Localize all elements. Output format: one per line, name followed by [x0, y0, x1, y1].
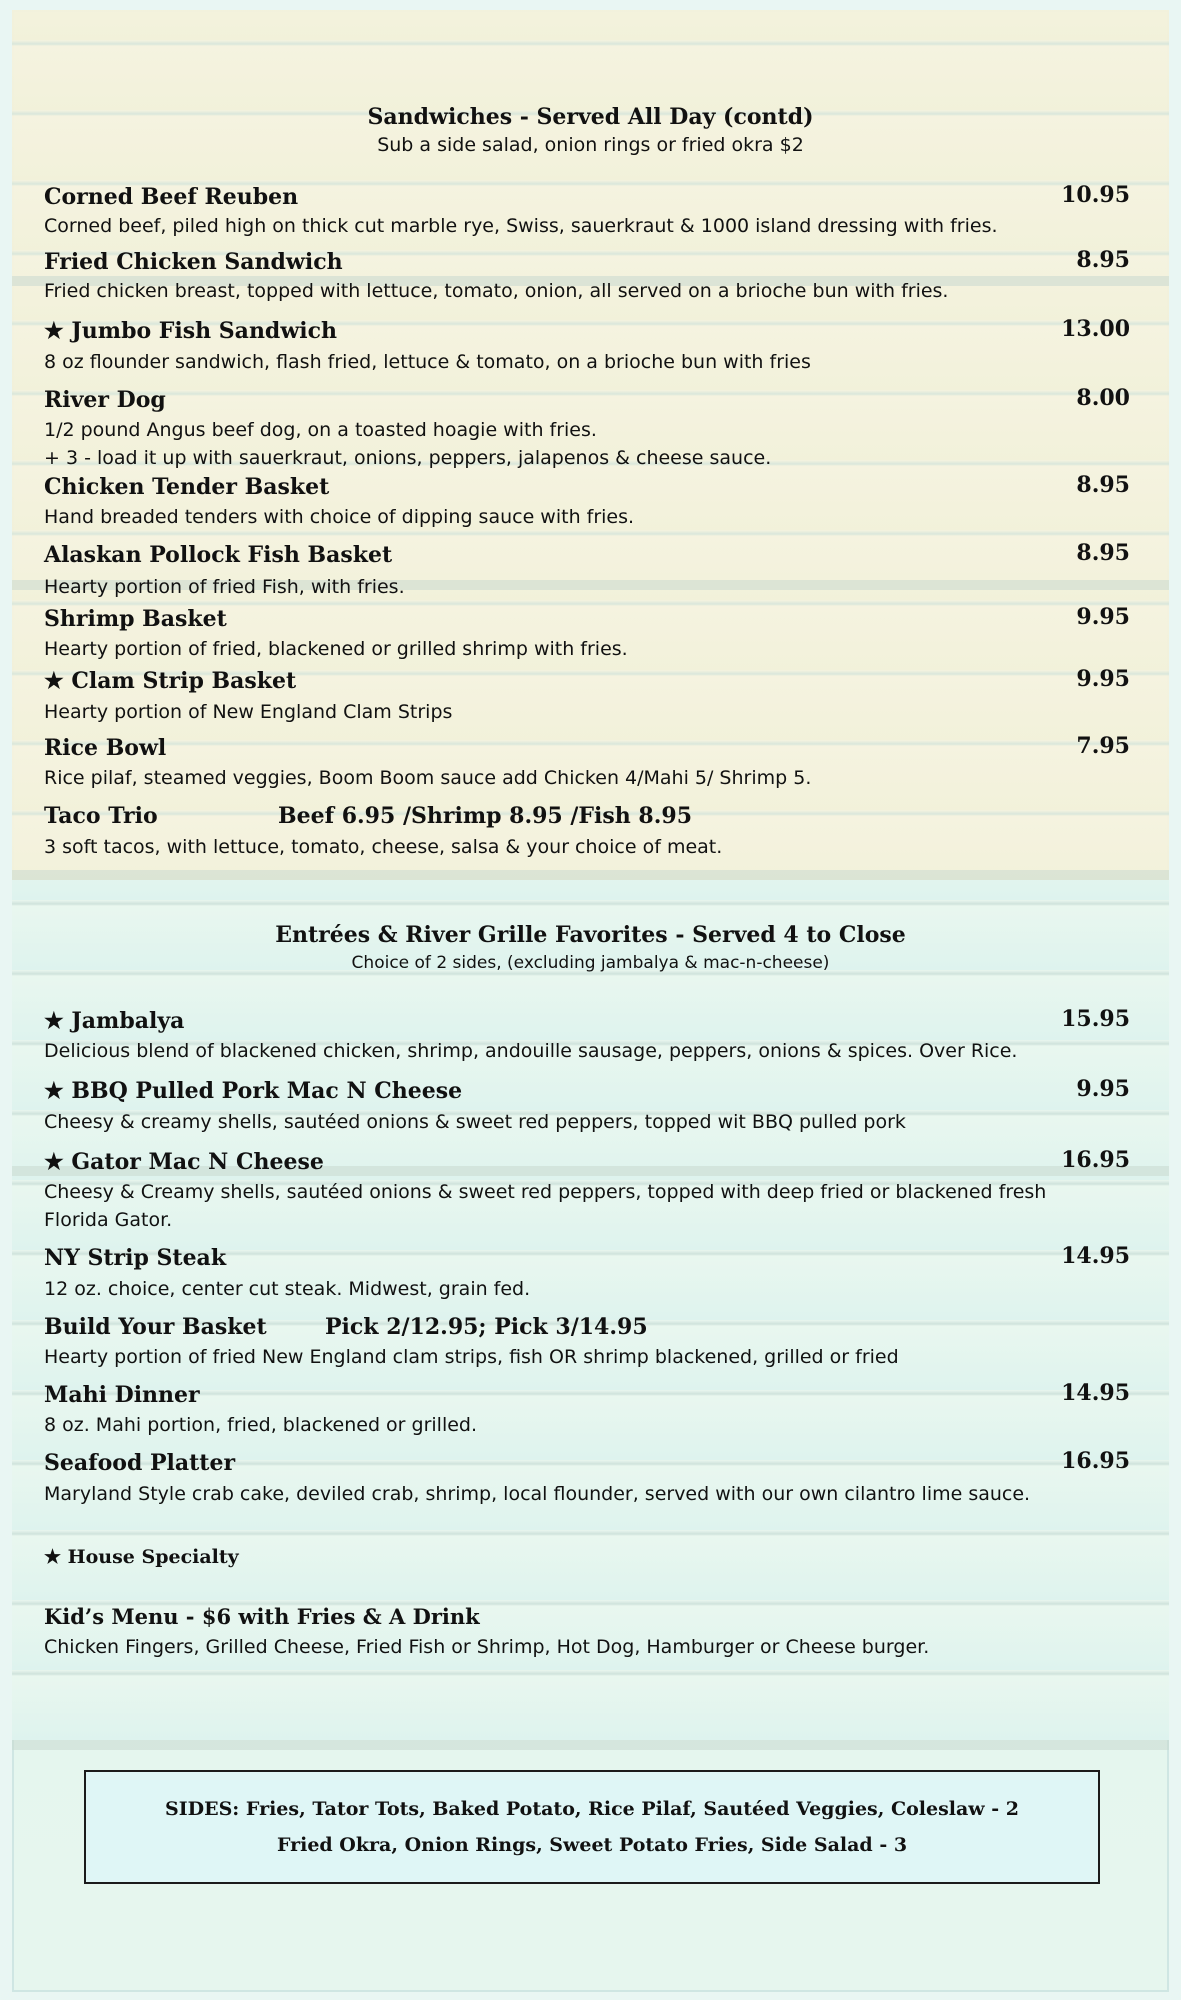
item-description: Cheesy & creamy shells, sautéed onions & sweet red peppers, topped wit BBQ pulled pork — [44, 1111, 906, 1133]
item-description: Hearty portion of fried New England clam strips, fish OR shrimp blackened, grilled or fried — [44, 1346, 899, 1368]
item-name: Shrimp Basket — [44, 606, 227, 632]
item-name: Build Your Basket — [44, 1314, 267, 1340]
item-price: 15.95 — [1061, 1006, 1130, 1032]
item-description: Fried chicken breast, topped with lettuce, tomato, onion, all served on a brioche bun with fries. — [44, 280, 949, 302]
item-name: ★ Jumbo Fish Sandwich — [44, 318, 338, 344]
item-description-extra: Florida Gator. — [44, 1209, 173, 1231]
item-description: 8 oz. Mahi portion, fried, blackened or grilled. — [44, 1414, 478, 1436]
section-sandwiches-title: Sandwiches - Served All Day (contd) — [367, 104, 814, 130]
sides-box — [84, 1770, 1100, 1884]
item-price: 8.95 — [1076, 540, 1130, 566]
item-name: Corned Beef Reuben — [44, 184, 299, 210]
item-description: Hearty portion of New England Clam Strips — [44, 701, 453, 723]
item-price: 16.95 — [1061, 1147, 1130, 1173]
item-description: 3 soft tacos, with lettuce, tomato, cheese, salsa & your choice of meat. — [44, 836, 723, 858]
item-description: Hand breaded tenders with choice of dipping sauce with fries. — [44, 506, 635, 528]
item-name: Chicken Tender Basket — [44, 474, 330, 500]
item-inline-prices: Beef 6.95 /Shrimp 8.95 /Fish 8.95 — [278, 803, 693, 829]
item-inline-prices: Pick 2/12.95; Pick 3/14.95 — [325, 1314, 648, 1340]
item-description: Corned beef, piled high on thick cut marble rye, Swiss, sauerkraut & 1000 island dressing with fries. — [44, 215, 998, 237]
item-price: 8.95 — [1076, 247, 1130, 273]
item-name: ★ Jambalya — [44, 1008, 185, 1034]
item-price: 8.00 — [1076, 385, 1130, 411]
section-entrees-subtitle: Choice of 2 sides, (excluding jambalya & mac-n-cheese) — [351, 953, 830, 973]
item-name: Mahi Dinner — [44, 1382, 200, 1408]
kids-menu-description: Chicken Fingers, Grilled Cheese, Fried Fish or Shrimp, Hot Dog, Hamburger or Cheese burger. — [44, 1636, 930, 1658]
item-price: 14.95 — [1061, 1380, 1130, 1406]
item-price: 8.95 — [1076, 472, 1130, 498]
item-name: Rice Bowl — [44, 735, 167, 761]
item-price: 9.95 — [1076, 604, 1130, 630]
item-description: 1/2 pound Angus beef dog, on a toasted hoagie with fries. — [44, 419, 597, 441]
item-name: ★ Clam Strip Basket — [44, 668, 297, 694]
item-description: Rice pilaf, steamed veggies, Boom Boom sauce add Chicken 4/Mahi 5/ Shrimp 5. — [44, 767, 812, 789]
item-price: 14.95 — [1061, 1243, 1130, 1269]
item-description: Hearty portion of fried Fish, with fries. — [44, 576, 405, 598]
kids-menu-title: Kid’s Menu - $6 with Fries & A Drink — [44, 1604, 480, 1629]
item-price: 9.95 — [1076, 666, 1130, 692]
item-name: ★ BBQ Pulled Pork Mac N Cheese — [44, 1078, 463, 1104]
item-price: 9.95 — [1076, 1076, 1130, 1102]
item-name: NY Strip Steak — [44, 1245, 227, 1271]
house-specialty-note: ★ House Specialty — [44, 1546, 239, 1568]
item-description: 12 oz. choice, center cut steak. Midwest, grain fed. — [44, 1278, 531, 1300]
item-name: Seafood Platter — [44, 1450, 236, 1476]
section-sandwiches-subtitle: Sub a side salad, onion rings or fried okra $2 — [377, 134, 804, 156]
item-description: Maryland Style crab cake, deviled crab, shrimp, local flounder, served with our own cilantro lime sauce. — [44, 1483, 1031, 1505]
section-entrees-title: Entrées & River Grille Favorites - Served 4 to Close — [275, 922, 906, 948]
plank-divider — [12, 870, 1169, 880]
sides-line-2: Fried Okra, Onion Rings, Sweet Potato Fries, Side Salad - 3 — [276, 1834, 908, 1856]
item-description-extra: + 3 - load it up with sauerkraut, onions, peppers, jalapenos & cheese sauce. — [44, 447, 772, 469]
item-price: 16.95 — [1061, 1448, 1130, 1474]
sides-line-1: SIDES: Fries, Tator Tots, Baked Potato, Rice Pilaf, Sautéed Veggies, Coleslaw - 2 — [165, 1798, 1019, 1820]
item-price: 13.00 — [1061, 316, 1130, 342]
item-description: 8 oz flounder sandwich, flash fried, lettuce & tomato, on a brioche bun with fries — [44, 351, 811, 373]
item-name: Fried Chicken Sandwich — [44, 249, 343, 275]
item-name: River Dog — [44, 387, 166, 413]
item-price: 10.95 — [1061, 182, 1130, 208]
item-name: Taco Trio — [44, 803, 158, 829]
item-description: Delicious blend of blackened chicken, shrimp, andouille sausage, peppers, onions & spices. Over Rice. — [44, 1040, 1018, 1062]
item-name: ★ Gator Mac N Cheese — [44, 1149, 324, 1175]
item-description: Hearty portion of fried, blackened or grilled shrimp with fries. — [44, 638, 628, 660]
item-price: 7.95 — [1076, 733, 1130, 759]
item-description: Cheesy & Creamy shells, sautéed onions & sweet red peppers, topped with deep fried or blackened fresh — [44, 1181, 1047, 1203]
item-name: Alaskan Pollock Fish Basket — [44, 542, 393, 568]
plank-divider — [12, 1740, 1169, 1750]
